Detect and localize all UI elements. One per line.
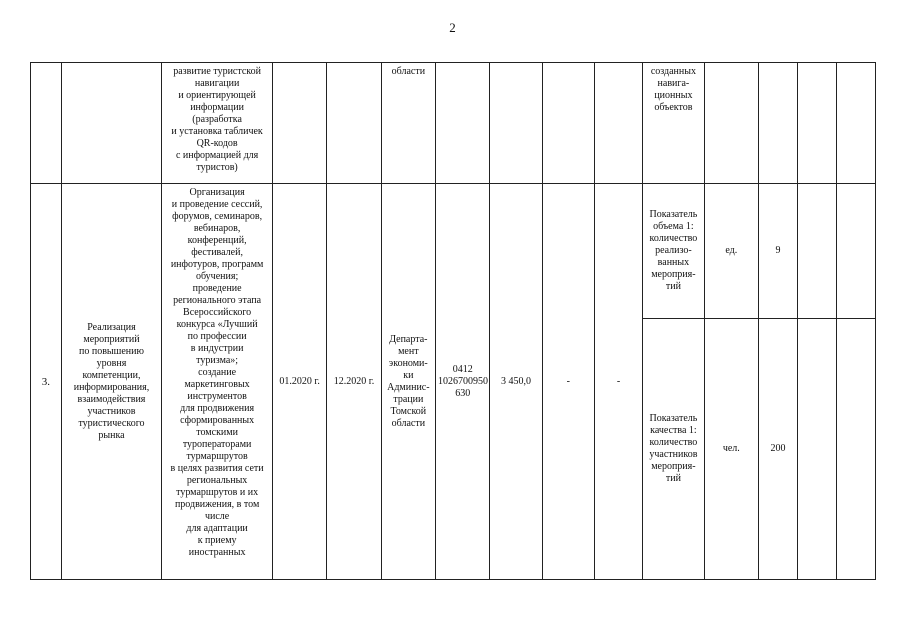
- indicator-1-extra1: [797, 184, 836, 319]
- indicator-2-unit: чел.: [704, 319, 758, 580]
- cell-code: [436, 63, 490, 184]
- item-budget-code: 0412 1026700950 630: [436, 184, 490, 580]
- indicator-1-unit: ед.: [704, 184, 758, 319]
- indicator-2-extra1: [797, 319, 836, 580]
- item-executor: Департа- мент экономи- ки Админис- трации Томской области: [381, 184, 435, 580]
- indicator-1-value: 9: [759, 184, 798, 319]
- indicator-2-name: Показатель качества 1: количество участников мероприя- тий: [643, 319, 705, 580]
- item-dash-1: -: [542, 184, 594, 580]
- indicator-2-extra2: [836, 319, 875, 580]
- indicator-1-extra2: [836, 184, 875, 319]
- program-table: [30, 62, 876, 580]
- cell-dash1: [542, 63, 594, 184]
- item-name: Реализация мероприятий по повышению уровня компетенции, информирования, взаимодействия участников туристического рынка: [61, 184, 161, 580]
- cell-activity: развитие туристской навигации и ориентирующей информации (разработка и установка табличек QR-кодов с информацией для туристов): [162, 63, 273, 184]
- cell-extra1: [797, 63, 836, 184]
- indicator-1-name: Показатель объема 1: количество реализо- ванных мероприя- тий: [643, 184, 705, 319]
- cell-extra2: [836, 63, 875, 184]
- cell-dash2: [594, 63, 642, 184]
- table-row-continuation: [31, 63, 876, 184]
- cell-value: [759, 63, 798, 184]
- table-row-item3: [31, 184, 876, 319]
- indicator-2-value: 200: [759, 319, 798, 580]
- cell-executor: области: [381, 63, 435, 184]
- item-start-date: 01.2020 г.: [272, 184, 326, 580]
- item-number: 3.: [31, 184, 62, 580]
- cell-number: [31, 63, 62, 184]
- cell-amount: [490, 63, 542, 184]
- cell-name: [61, 63, 161, 184]
- cell-indicator: созданных навига- ционных объектов: [643, 63, 705, 184]
- item-end-date: 12.2020 г.: [327, 184, 381, 580]
- cell-unit: [704, 63, 758, 184]
- page-number: 2: [449, 20, 456, 35]
- item-dash-2: -: [594, 184, 642, 580]
- item-activity: Организация и проведение сессий, форумов, семинаров, вебинаров, конференций, фестивалей, инфотуров, программ обучения; проведение регионального этапа Всероссийского конкурса «Лучший по профессии в индустрии туризма»; создание маркетинговых инструментов для продвижения сформированных томскими туроператорами турмаршрутов в целях развития сети региональных турмаршрутов и их продвижения, в том числе для адаптации к приему иностранных: [162, 184, 273, 580]
- cell-start: [272, 63, 326, 184]
- item-amount: 3 450,0: [490, 184, 542, 580]
- cell-end: [327, 63, 381, 184]
